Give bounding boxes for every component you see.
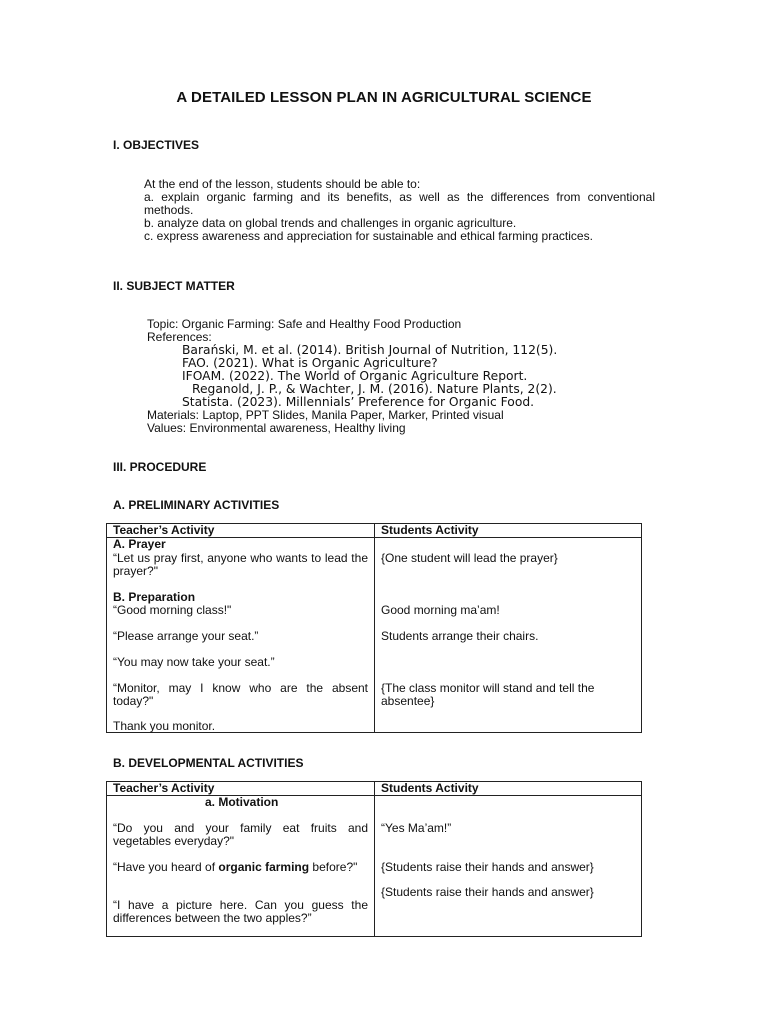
table-row [107, 538, 642, 733]
question-2-text-before: “Have you heard of [113, 860, 219, 874]
prep-teacher-2: “Please arrange your seat.” [113, 629, 259, 643]
references-label: References: [147, 330, 212, 344]
prep-student-2: Students arrange their chairs. [381, 629, 539, 643]
table-header-row [107, 524, 642, 538]
prayer-teacher: “Let us pray first, anyone who wants to lead the prayer?" [113, 551, 368, 578]
table-row [107, 796, 642, 937]
teacher-cell [107, 796, 375, 937]
objectives-block [144, 178, 655, 243]
prayer-student: {One student will lead the prayer} [381, 551, 558, 565]
motivation-question-3: “I have a picture here. Can you guess the differences between the two apples?” [113, 898, 368, 925]
prep-student-4: {The class monitor will stand and tell the absentee} [381, 681, 595, 708]
prep-student-1: Good morning ma’am! [381, 603, 500, 617]
prep-teacher-5: Thank you monitor. [113, 719, 216, 733]
col-students-header: Students Activity [375, 524, 642, 538]
subject-matter-block [147, 318, 667, 435]
question-2-text-after: before?" [309, 860, 358, 874]
reference-item: Reganold, J. P., & Wachter, J. M. (2016). Nature Plants, 2(2). [192, 382, 557, 396]
objective-item-a: a. explain organic farming and its benefits, as well as the differences from conventional methods. [144, 190, 655, 217]
col-students-header: Students Activity [375, 782, 642, 796]
reference-item: Barański, M. et al. (2014). British Journal of Nutrition, 112(5). [182, 343, 558, 357]
reference-item: Statista. (2023). Millennials’ Preference for Organic Food. [182, 395, 535, 409]
motivation-question-1: “Do you and your family eat fruits and vegetables everyday?" [113, 821, 368, 848]
developmental-activities-table [106, 781, 642, 937]
question-2-keyword: organic farming [218, 860, 310, 874]
subject-matter-heading: II. SUBJECT MATTER [113, 279, 235, 293]
document-title: A DETAILED LESSON PLAN IN AGRICULTURAL SCIENCE [176, 89, 592, 106]
prep-teacher-1: “Good morning class!" [113, 603, 232, 617]
topic: Topic: Organic Farming: Safe and Healthy Food Production [147, 317, 462, 331]
objective-item-b: b. analyze data on global trends and challenges in organic agriculture. [144, 216, 517, 230]
motivation-label: a. Motivation [205, 795, 279, 809]
materials: Materials: Laptop, PPT Slides, Manila Paper, Marker, Printed visual [147, 408, 504, 422]
teacher-cell [107, 538, 375, 733]
prep-teacher-4: “Monitor, may I know who are the absent today?" [113, 681, 368, 708]
objectives-heading: I. OBJECTIVES [113, 138, 200, 152]
developmental-heading: B. DEVELOPMENTAL ACTIVITIES [113, 756, 304, 770]
motivation-answer-2: {Students raise their hands and answer} [381, 860, 594, 874]
table-header-row [107, 782, 642, 796]
preliminary-heading: A. PRELIMINARY ACTIVITIES [113, 498, 280, 512]
prep-teacher-3: “You may now take your seat.” [113, 655, 275, 669]
motivation-answer-1: “Yes Ma’am!” [381, 821, 452, 835]
preparation-label: B. Preparation [113, 590, 196, 604]
objectives-intro: At the end of the lesson, students should be able to: [144, 177, 421, 191]
prayer-label: A. Prayer [113, 537, 166, 551]
preliminary-activities-table [106, 523, 642, 733]
reference-item: IFOAM. (2022). The World of Organic Agriculture Report. [182, 369, 528, 383]
values: Values: Environmental awareness, Healthy living [147, 421, 406, 435]
objective-item-c: c. express awareness and appreciation for sustainable and ethical farming practices. [144, 229, 593, 243]
procedure-heading: III. PROCEDURE [113, 460, 207, 474]
motivation-answer-3: {Students raise their hands and answer} [381, 885, 594, 899]
col-teacher-header: Teacher’s Activity [107, 782, 375, 796]
motivation-question-2 [113, 861, 368, 874]
students-cell [375, 796, 642, 937]
reference-item: FAO. (2021). What is Organic Agriculture? [182, 356, 438, 370]
students-cell [375, 538, 642, 733]
col-teacher-header: Teacher’s Activity [107, 524, 375, 538]
